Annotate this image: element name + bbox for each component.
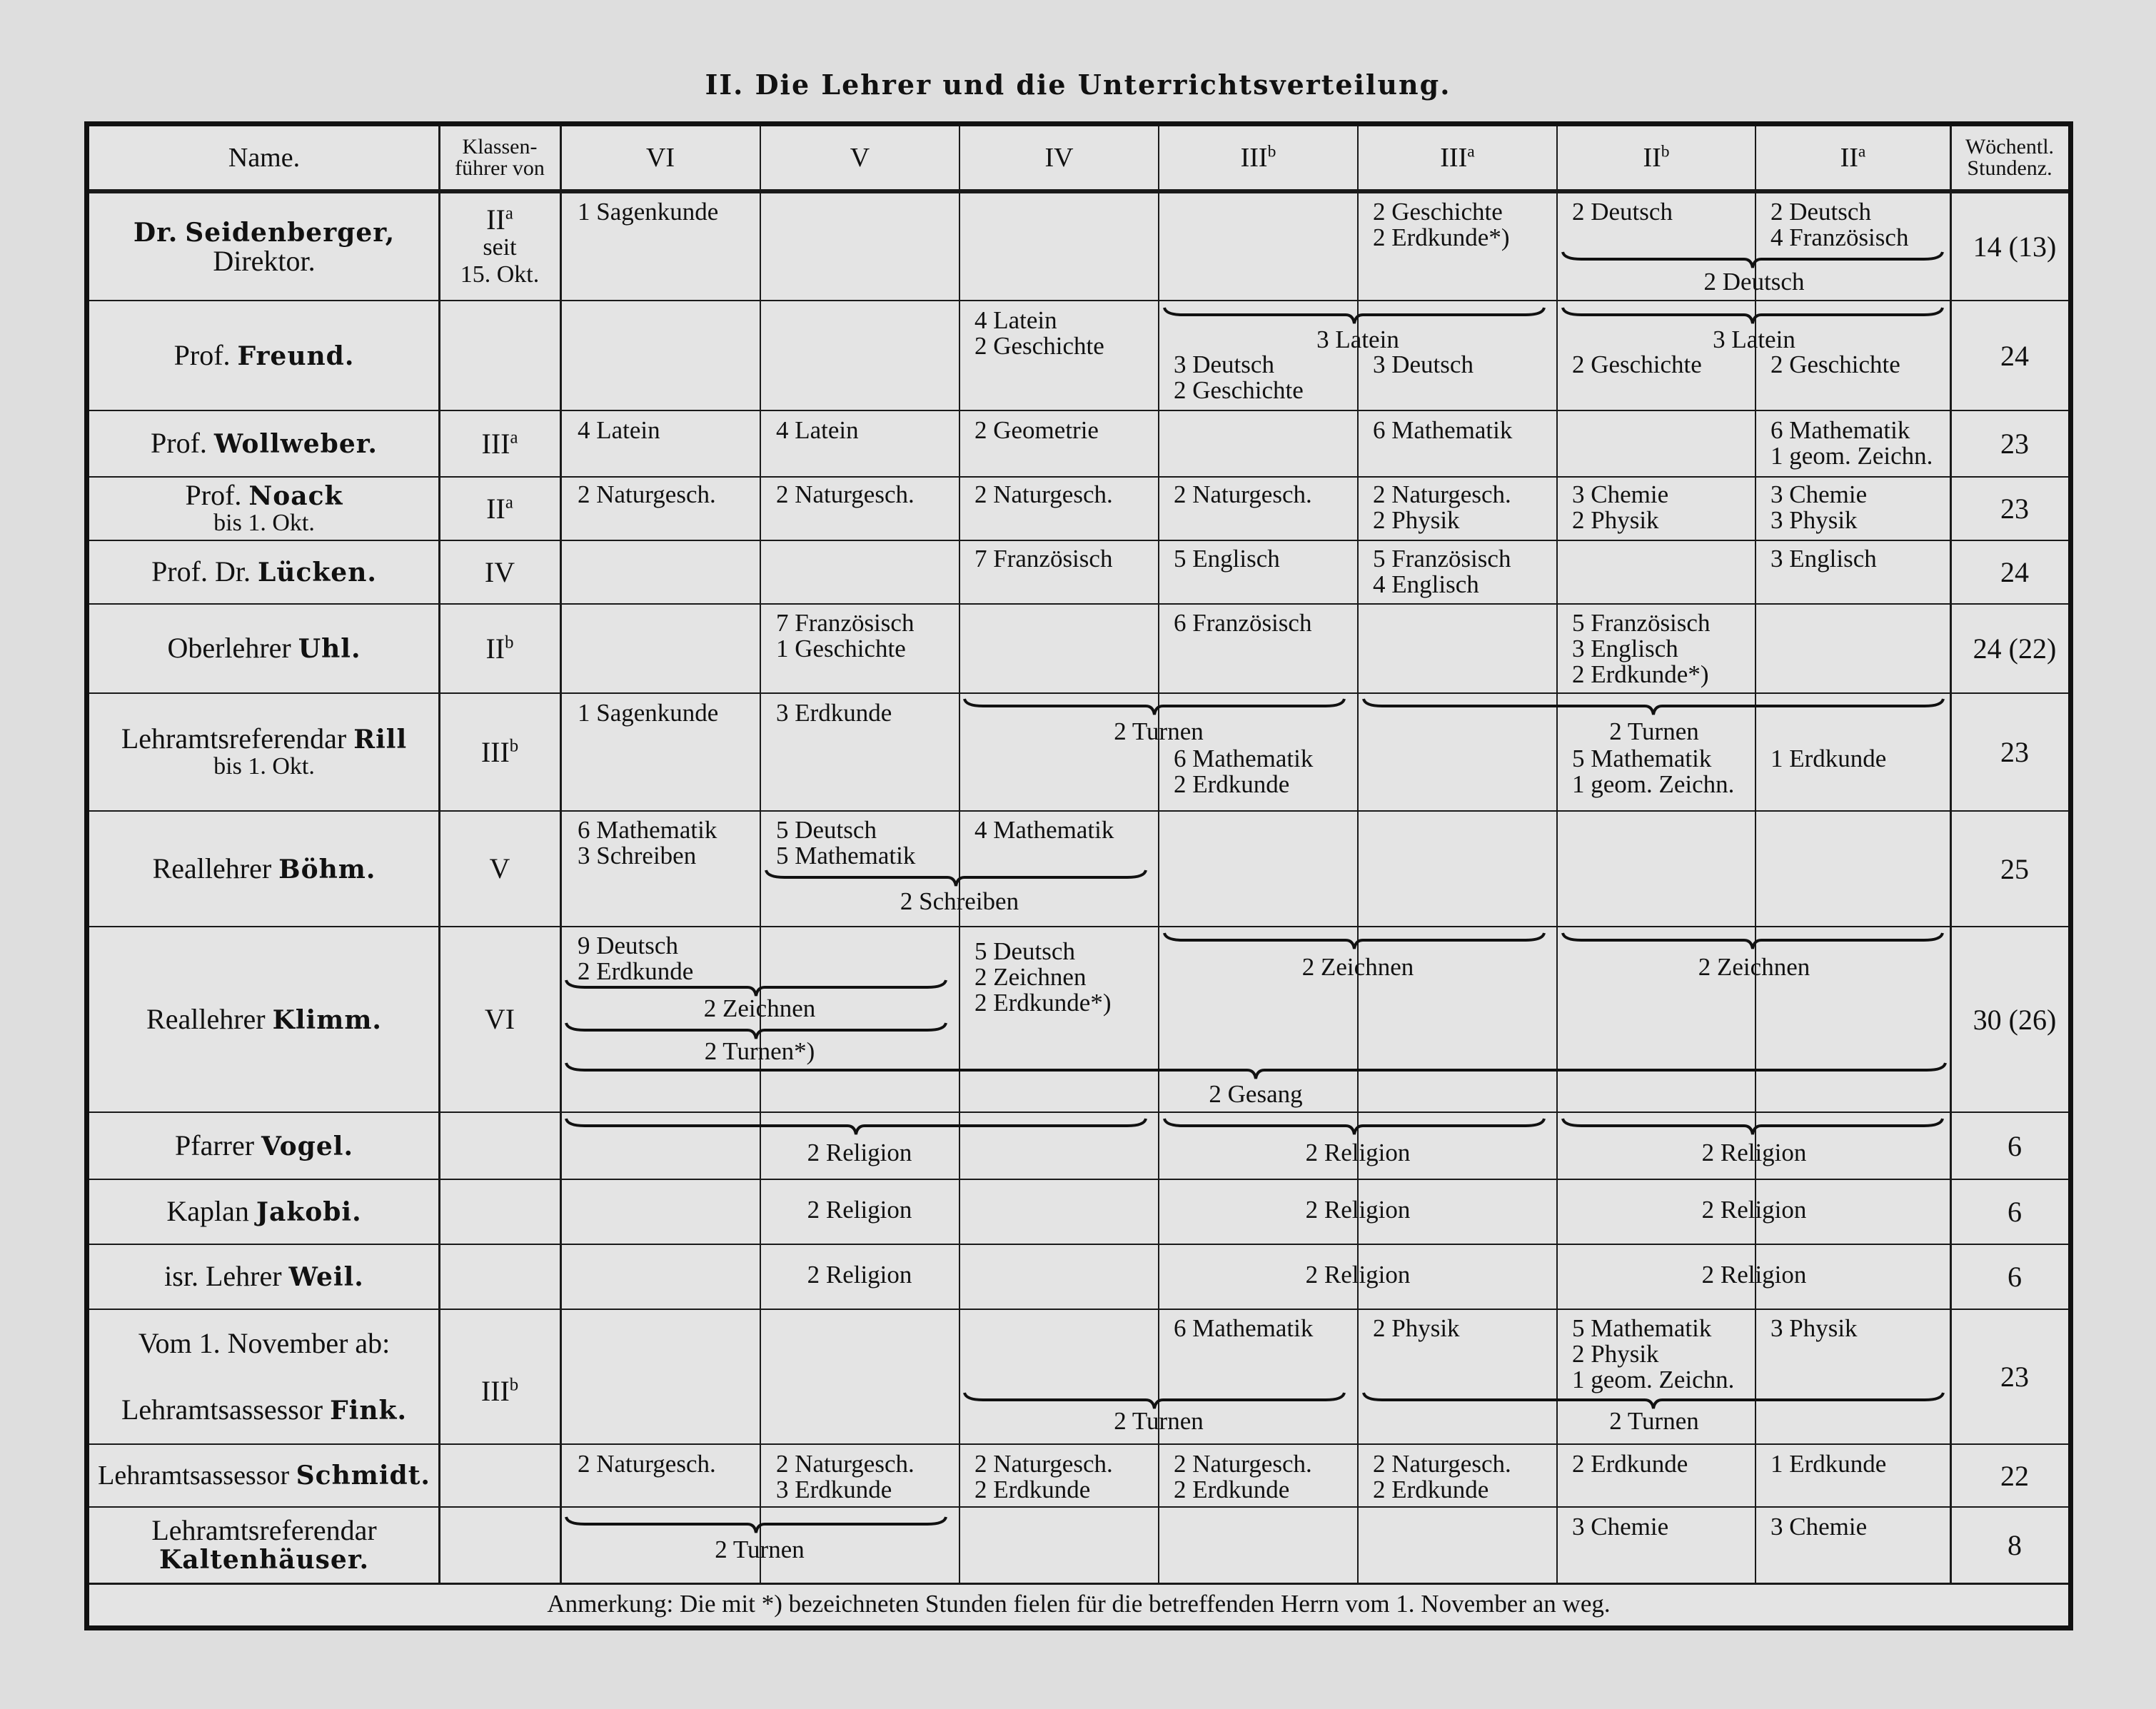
cell-rill-vi: 1 Sagenkunde [578,699,719,727]
header-iv: IV [1044,143,1074,173]
cell-jakobi-rel-2: 2 Religion [1305,1196,1411,1224]
cell-noack-iv: 2 Naturgesch. [974,480,1113,508]
cell-fink-iiib: 6 Mathematik [1174,1314,1314,1342]
cell-uhl-iiib: 6 Französisch [1174,609,1312,637]
cell-fink-iiia: 2 Physik [1373,1314,1460,1342]
cell-fink-joint-iv-iiib: 2 Turnen [1114,1407,1204,1435]
cell-rill-joint-iv-iiib: 2 Turnen [1114,717,1204,745]
total-schmidt: 22 [2000,1459,2029,1492]
teacher-name-boehm: Reallehrer Böhm. [152,852,376,884]
cell-freund-iib: 2 Geschichte [1572,351,1702,378]
cell-fink-joint-iiia-iia: 2 Turnen [1609,1407,1699,1435]
teacher-name-jakobi: Kaplan Jakobi. [166,1195,362,1227]
teacher-name-vogel: Pfarrer Vogel. [175,1129,353,1161]
header-total: Wöchentl. Stundenz. [1965,135,2055,180]
teacher-name-rill: Lehramtsreferendar Rill bis 1. Okt. [121,722,408,780]
cell-boehm-vi: 6 Mathematik 3 Schreiben [578,816,717,869]
total-fink: 23 [2000,1361,2029,1393]
teacher-name-schmidt: Lehramtsassessor Schmidt. [98,1461,430,1491]
class-leader-uhl: $II^b$ [485,632,514,665]
teacher-name-wollweber: Prof. Wollweber. [151,427,378,459]
cell-schmidt-iib: 2 Erdkunde [1572,1450,1688,1478]
cell-klimm-joint-iii: 2 Zeichnen [1301,953,1414,981]
class-leader-rill: III$^b$ [480,735,519,768]
cell-noack-iib: 3 Chemie 2 Physik [1572,480,1669,534]
teacher-name-freund: Prof. Freund. [173,338,355,371]
total-vogel: 6 [2008,1129,2022,1162]
cell-rill-iiib: 6 Mathematik 2 Erdkunde [1174,745,1314,798]
cell-schmidt-v: 2 Naturgesch. 3 Erdkunde [776,1450,915,1503]
brace-rill-iv-iiib [962,696,1347,717]
cell-freund-joint-iii: 3 Latein [1316,326,1399,353]
cell-rill-v: 3 Erdkunde [776,699,892,727]
cell-boehm-joint-v-iv: 2 Schreiben [900,887,1019,915]
note-top-rule [89,1583,2068,1585]
total-jakobi: 6 [2008,1196,2022,1228]
total-uhl: 24 (22) [1973,632,2057,665]
brace-boehm-v-iv [763,867,1149,889]
class-leader-noack: $II^a$ [486,492,513,525]
cell-wollweber-iia: 6 Mathematik 1 geom. Zeichn. [1770,416,1933,470]
class-leader-fink: III$^b$ [480,1374,519,1407]
cell-freund-iia: 2 Geschichte [1770,351,1900,378]
header-iiib: III$^b$ [1240,142,1276,173]
cell-noack-iiia: 2 Naturgesch. 2 Physik [1373,480,1511,534]
class-leader-seidenberger: $II^a$ seit 15. Okt. [460,203,540,288]
cell-vogel-rel-1: 2 Religion [807,1139,912,1166]
footnote: Anmerkung: Die mit *) bezeichneten Stunden fielen für die betreffenden Herrn vom 1. November an weg. [547,1590,1611,1618]
brace-kaltenhaeuser-vi-v [563,1514,949,1536]
cell-boehm-iv: 4 Mathematik [974,816,1114,844]
cell-kaltenhaeuser-joint-vi-v: 2 Turnen [715,1536,805,1563]
col-divider [959,126,960,1583]
cell-jakobi-rel-1: 2 Religion [807,1196,912,1224]
total-freund: 24 [2000,339,2029,372]
cell-kaltenhaeuser-iia: 3 Chemie [1770,1513,1868,1541]
cell-seidenberger-iiia: 2 Geschichte 2 Erdkunde*) [1373,198,1510,251]
cell-luecken-iia: 3 Englisch [1770,545,1877,573]
col-divider [760,126,761,1583]
cell-vogel-rel-3: 2 Religion [1701,1139,1807,1166]
cell-schmidt-vi: 2 Naturgesch. [578,1450,716,1478]
brace-klimm-ii [1560,930,1945,952]
brace-freund-ii [1560,305,1945,326]
cell-weil-rel-2: 2 Religion [1305,1261,1411,1289]
header-name: Name. [228,143,301,173]
cell-klimm-joint-vi-v-2: 2 Turnen*) [704,1037,815,1065]
schedule-table [84,121,2073,1630]
header-iiia: III$^a$ [1440,142,1475,173]
cell-wollweber-v: 4 Latein [776,416,859,444]
cell-uhl-v: 7 Französisch 1 Geschichte [776,609,915,662]
cell-freund-iiia: 3 Deutsch [1373,351,1474,378]
brace-freund-iii [1162,305,1547,326]
cell-klimm-joint-ii: 2 Zeichnen [1698,953,1810,981]
cell-freund-iv: 4 Latein 2 Geschichte [974,306,1104,360]
teacher-name-kaltenhaeuser: Lehramtsreferendar Kaltenhäuser. [151,1514,377,1575]
header-klassenfuehrer: Klassen- führer von [455,135,545,180]
cell-klimm-vi: 9 Deutsch 2 Erdkunde [578,932,694,985]
cell-seidenberger-iib: 2 Deutsch [1572,198,1673,226]
cell-weil-rel-1: 2 Religion [807,1261,912,1289]
header-iib: $II^b$ [1643,142,1670,173]
teacher-name-uhl: Oberlehrer Uhl. [167,632,361,664]
cell-kaltenhaeuser-iib: 3 Chemie [1572,1513,1669,1541]
cell-luecken-iiia: 5 Französisch 4 Englisch [1373,545,1511,598]
brace-vogel-3 [1560,1116,1945,1137]
total-boehm: 25 [2000,852,2029,885]
cell-wollweber-iv: 2 Geometrie [974,416,1099,444]
cell-seidenberger-iia: 2 Deutsch 4 Französisch [1770,198,1909,251]
cell-klimm-joint-vi-v-1: 2 Zeichnen [703,994,816,1022]
cell-noack-iiib: 2 Naturgesch. [1174,480,1312,508]
class-leader-boehm: V [489,852,510,884]
cell-uhl-iib: 5 Französisch 3 Englisch 2 Erdkunde*) [1572,609,1711,688]
cell-wollweber-iiia: 6 Mathematik [1373,416,1513,444]
cell-noack-vi: 2 Naturgesch. [578,480,716,508]
cell-luecken-iiib: 5 Englisch [1174,545,1280,573]
cell-noack-iia: 3 Chemie 3 Physik [1770,480,1868,534]
total-noack: 23 [2000,493,2029,525]
brace-klimm-iii [1162,930,1547,952]
cell-weil-rel-3: 2 Religion [1701,1261,1807,1289]
cell-klimm-joint-all: 2 Gesang [1209,1080,1303,1108]
cell-schmidt-iia: 1 Erdkunde [1770,1450,1887,1478]
total-luecken: 24 [2000,556,2029,588]
class-leader-luecken: IV [484,555,515,588]
cell-freund-iiib: 3 Deutsch 2 Geschichte [1174,351,1304,404]
total-wollweber: 23 [2000,428,2029,460]
teacher-name-fink: Vom 1. November ab: Lehramtsassessor Fink. [121,1326,408,1426]
cell-jakobi-rel-3: 2 Religion [1701,1196,1807,1224]
cell-fink-iib: 5 Mathematik 2 Physik 1 geom. Zeichn. [1572,1314,1735,1393]
class-leader-klimm: VI [484,1003,515,1035]
total-kaltenhaeuser: 8 [2008,1529,2022,1561]
cell-schmidt-iiib: 2 Naturgesch. 2 Erdkunde [1174,1450,1312,1503]
teacher-name-seidenberger: Dr. Seidenberger, Direktor. [133,218,396,277]
total-seidenberger: 14 (13) [1973,231,2057,263]
total-rill: 23 [2000,736,2029,768]
cell-noack-v: 2 Naturgesch. [776,480,915,508]
teacher-name-noack: Prof. Noack bis 1. Okt. [185,479,343,536]
cell-rill-iia: 1 Erdkunde [1770,745,1887,772]
teacher-name-weil: isr. Lehrer Weil. [164,1260,364,1292]
cell-klimm-iv: 5 Deutsch 2 Zeichnen 2 Erdkunde*) [974,937,1112,1017]
header-iia: $II^a$ [1840,142,1866,173]
cell-schmidt-iiia: 2 Naturgesch. 2 Erdkunde [1373,1450,1511,1503]
cell-fink-iia: 3 Physik [1770,1314,1858,1342]
header-vi: VI [645,143,675,173]
cell-freund-joint-ii: 3 Latein [1713,326,1795,353]
cell-rill-joint-iiia-iia: 2 Turnen [1609,717,1699,745]
teacher-name-luecken: Prof. Dr. Lücken. [151,555,377,588]
total-weil: 6 [2008,1261,2022,1293]
brace-rill-iiia-iia [1361,696,1946,717]
class-leader-wollweber: III$^a$ [481,427,518,460]
cell-vogel-rel-2: 2 Religion [1305,1139,1411,1166]
cell-seidenberger-joint-ii: 2 Deutsch [1703,268,1805,296]
cell-seidenberger-vi: 1 Sagenkunde [578,198,719,226]
brace-klimm-all [563,1060,1948,1082]
brace-vogel-1 [563,1116,1149,1137]
brace-vogel-2 [1162,1116,1547,1137]
cell-wollweber-vi: 4 Latein [578,416,660,444]
header-v: V [850,143,870,173]
total-klimm: 30 (26) [1973,1003,2057,1036]
cell-schmidt-iv: 2 Naturgesch. 2 Erdkunde [974,1450,1113,1503]
cell-luecken-iv: 7 Französisch [974,545,1113,573]
cell-rill-iib: 5 Mathematik 1 geom. Zeichn. [1572,745,1735,798]
cell-boehm-v: 5 Deutsch 5 Mathematik [776,816,916,869]
teacher-name-klimm: Reallehrer Klimm. [146,1002,382,1035]
page-title: II. Die Lehrer und die Unterrichtsverteilung. [705,69,1451,101]
